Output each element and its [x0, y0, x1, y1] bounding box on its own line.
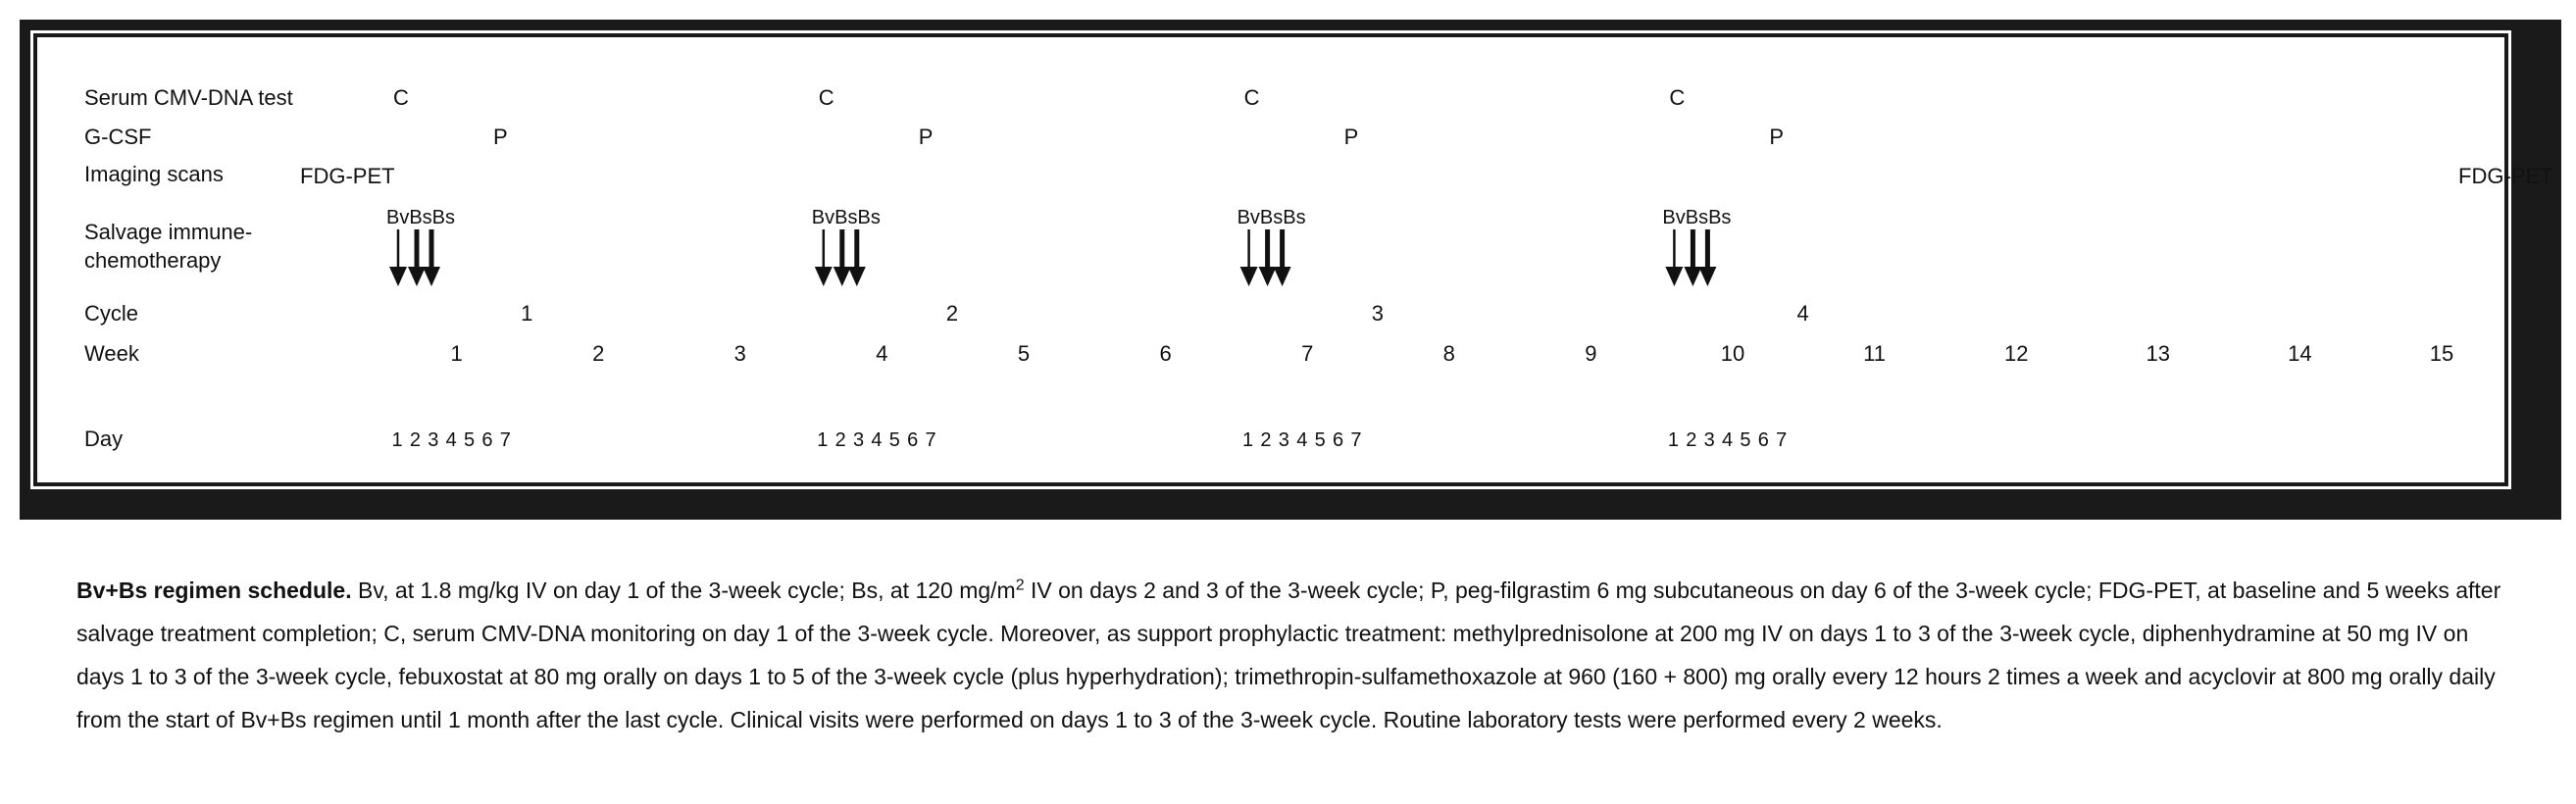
- day-label: 3: [853, 429, 865, 451]
- day-label: 4: [871, 429, 883, 451]
- bs-arrow: [1259, 229, 1277, 286]
- week-label: 10: [1720, 341, 1745, 366]
- day-label: 3: [1278, 429, 1289, 451]
- bs-arrow: [1274, 229, 1291, 286]
- day-label: 3: [428, 429, 439, 451]
- caption-title: Bv+Bs regimen schedule.: [76, 578, 352, 603]
- gcsf-marker: P: [1343, 125, 1359, 149]
- day-label: 6: [481, 429, 493, 451]
- cmv-marker: C: [393, 85, 409, 110]
- caption-text-2: IV on days 2 and 3 of the 3-week cycle; P, peg-filgrastim 6 mg subcutaneous on day 6 of the 3-week cycle; FDG-PET, at baseline and 5 weeks after salvage treatment completion; C, serum CMV-DNA monitoring on day 1 of the 3-week cycle. Moreover, as support prophylactic treatment: methylprednisolone at 200 mg IV on days 1 to 3 of the 3-week cycle, diphenhydramine at 50 mg IV on days 1 to 3 of the 3-week cycle, febuxostat at 80 mg orally on days 1 to 5 of the 3-week cycle (plus hyperhydration); trimethropin-sulfamethoxazole at 960 (160 + 800) mg orally every 12 hours 2 times a week and acyclovir at 800 mg orally daily from the start of Bv+Bs regimen until 1 month after the last cycle. Clinical visits were performed on days 1 to 3 of the 3-week cycle. Routine laboratory tests were performed every 2 weeks.: [76, 578, 2501, 732]
- cmv-marker: C: [818, 85, 834, 110]
- week-label: 1: [450, 341, 463, 366]
- figure-caption: [76, 569, 2518, 741]
- week-label: 9: [1585, 341, 1597, 366]
- bs-arrow: [848, 229, 866, 286]
- drug-sequence-label: BvBsBs: [811, 207, 881, 228]
- day-label: 1: [817, 429, 829, 451]
- bv-arrow: [1665, 229, 1683, 286]
- bs-arrow: [408, 229, 426, 286]
- imaging-marker-fdg-pet: FDG-PET: [2458, 164, 2553, 188]
- gcsf-marker: P: [1769, 125, 1785, 149]
- row-label-cmv: Serum CMV-DNA test: [84, 85, 293, 110]
- day-label: 5: [463, 429, 476, 451]
- day-label: 6: [1332, 429, 1344, 451]
- bs-arrow: [833, 229, 851, 286]
- bs-arrow: [423, 229, 440, 286]
- day-label: 6: [907, 429, 919, 451]
- imaging-marker-fdg-pet: FDG-PET: [300, 164, 395, 188]
- cmv-marker: C: [1669, 85, 1686, 110]
- day-label: 2: [834, 429, 846, 451]
- row-label-day: Day: [84, 427, 124, 451]
- day-label: 7: [1776, 429, 1788, 451]
- day-label: 4: [1296, 429, 1308, 451]
- bv-arrow: [815, 229, 833, 286]
- day-label: 2: [409, 429, 421, 451]
- week-label: 12: [2003, 341, 2029, 366]
- bs-arrow: [1698, 229, 1716, 286]
- cycle-label: 2: [945, 301, 959, 326]
- day-label: 1: [391, 429, 403, 451]
- week-label: 5: [1017, 341, 1031, 366]
- week-label: 6: [1159, 341, 1172, 366]
- cycle-label: 1: [521, 301, 533, 326]
- day-label: 5: [1314, 429, 1326, 451]
- day-label: 7: [1350, 429, 1362, 451]
- day-label: 7: [925, 429, 936, 451]
- gcsf-marker: P: [493, 125, 508, 149]
- drug-sequence-label: BvBsBs: [1662, 207, 1732, 228]
- day-label: 7: [499, 429, 511, 451]
- day-label: 2: [1686, 429, 1697, 451]
- day-label: 5: [888, 429, 900, 451]
- bv-arrow: [389, 229, 407, 286]
- row-label-salvage-2: chemotherapy: [84, 248, 222, 273]
- row-label-week: Week: [84, 341, 139, 366]
- week-label: 2: [592, 341, 605, 366]
- week-label: 11: [1863, 341, 1887, 366]
- cmv-marker: C: [1243, 85, 1260, 110]
- day-label: 5: [1740, 429, 1751, 451]
- day-label: 4: [1721, 429, 1734, 451]
- row-label-imaging: Imaging scans: [84, 162, 224, 186]
- week-label: 13: [2146, 341, 2171, 366]
- day-label: 1: [1242, 429, 1254, 451]
- day-label: 2: [1260, 429, 1272, 451]
- week-label: 14: [2288, 341, 2312, 366]
- day-label: 3: [1703, 429, 1715, 451]
- row-label-salvage-1: Salvage immune-: [84, 220, 253, 244]
- bs-arrow: [1684, 229, 1701, 286]
- caption-superscript: 2: [1015, 577, 1025, 594]
- week-label: 15: [2429, 341, 2454, 366]
- drug-sequence-label: BvBsBs: [386, 207, 456, 228]
- row-label-cycle: Cycle: [84, 301, 139, 326]
- gcsf-marker: P: [918, 125, 934, 149]
- caption-text-1: Bv, at 1.8 mg/kg IV on day 1 of the 3-week cycle; Bs, at 120 mg/m: [351, 578, 1016, 603]
- cycle-label: 4: [1796, 301, 1809, 326]
- drug-sequence-label: BvBsBs: [1237, 207, 1306, 228]
- week-label: 3: [733, 341, 746, 366]
- week-label: 8: [1442, 341, 1455, 366]
- bv-arrow: [1240, 229, 1258, 286]
- day-label: 6: [1757, 429, 1769, 451]
- row-label-gcsf: G-CSF: [84, 125, 152, 149]
- week-label: 7: [1301, 341, 1314, 366]
- week-label: 4: [876, 341, 888, 366]
- day-label: 1: [1667, 429, 1679, 451]
- day-label: 4: [445, 429, 457, 451]
- cycle-label: 3: [1371, 301, 1384, 326]
